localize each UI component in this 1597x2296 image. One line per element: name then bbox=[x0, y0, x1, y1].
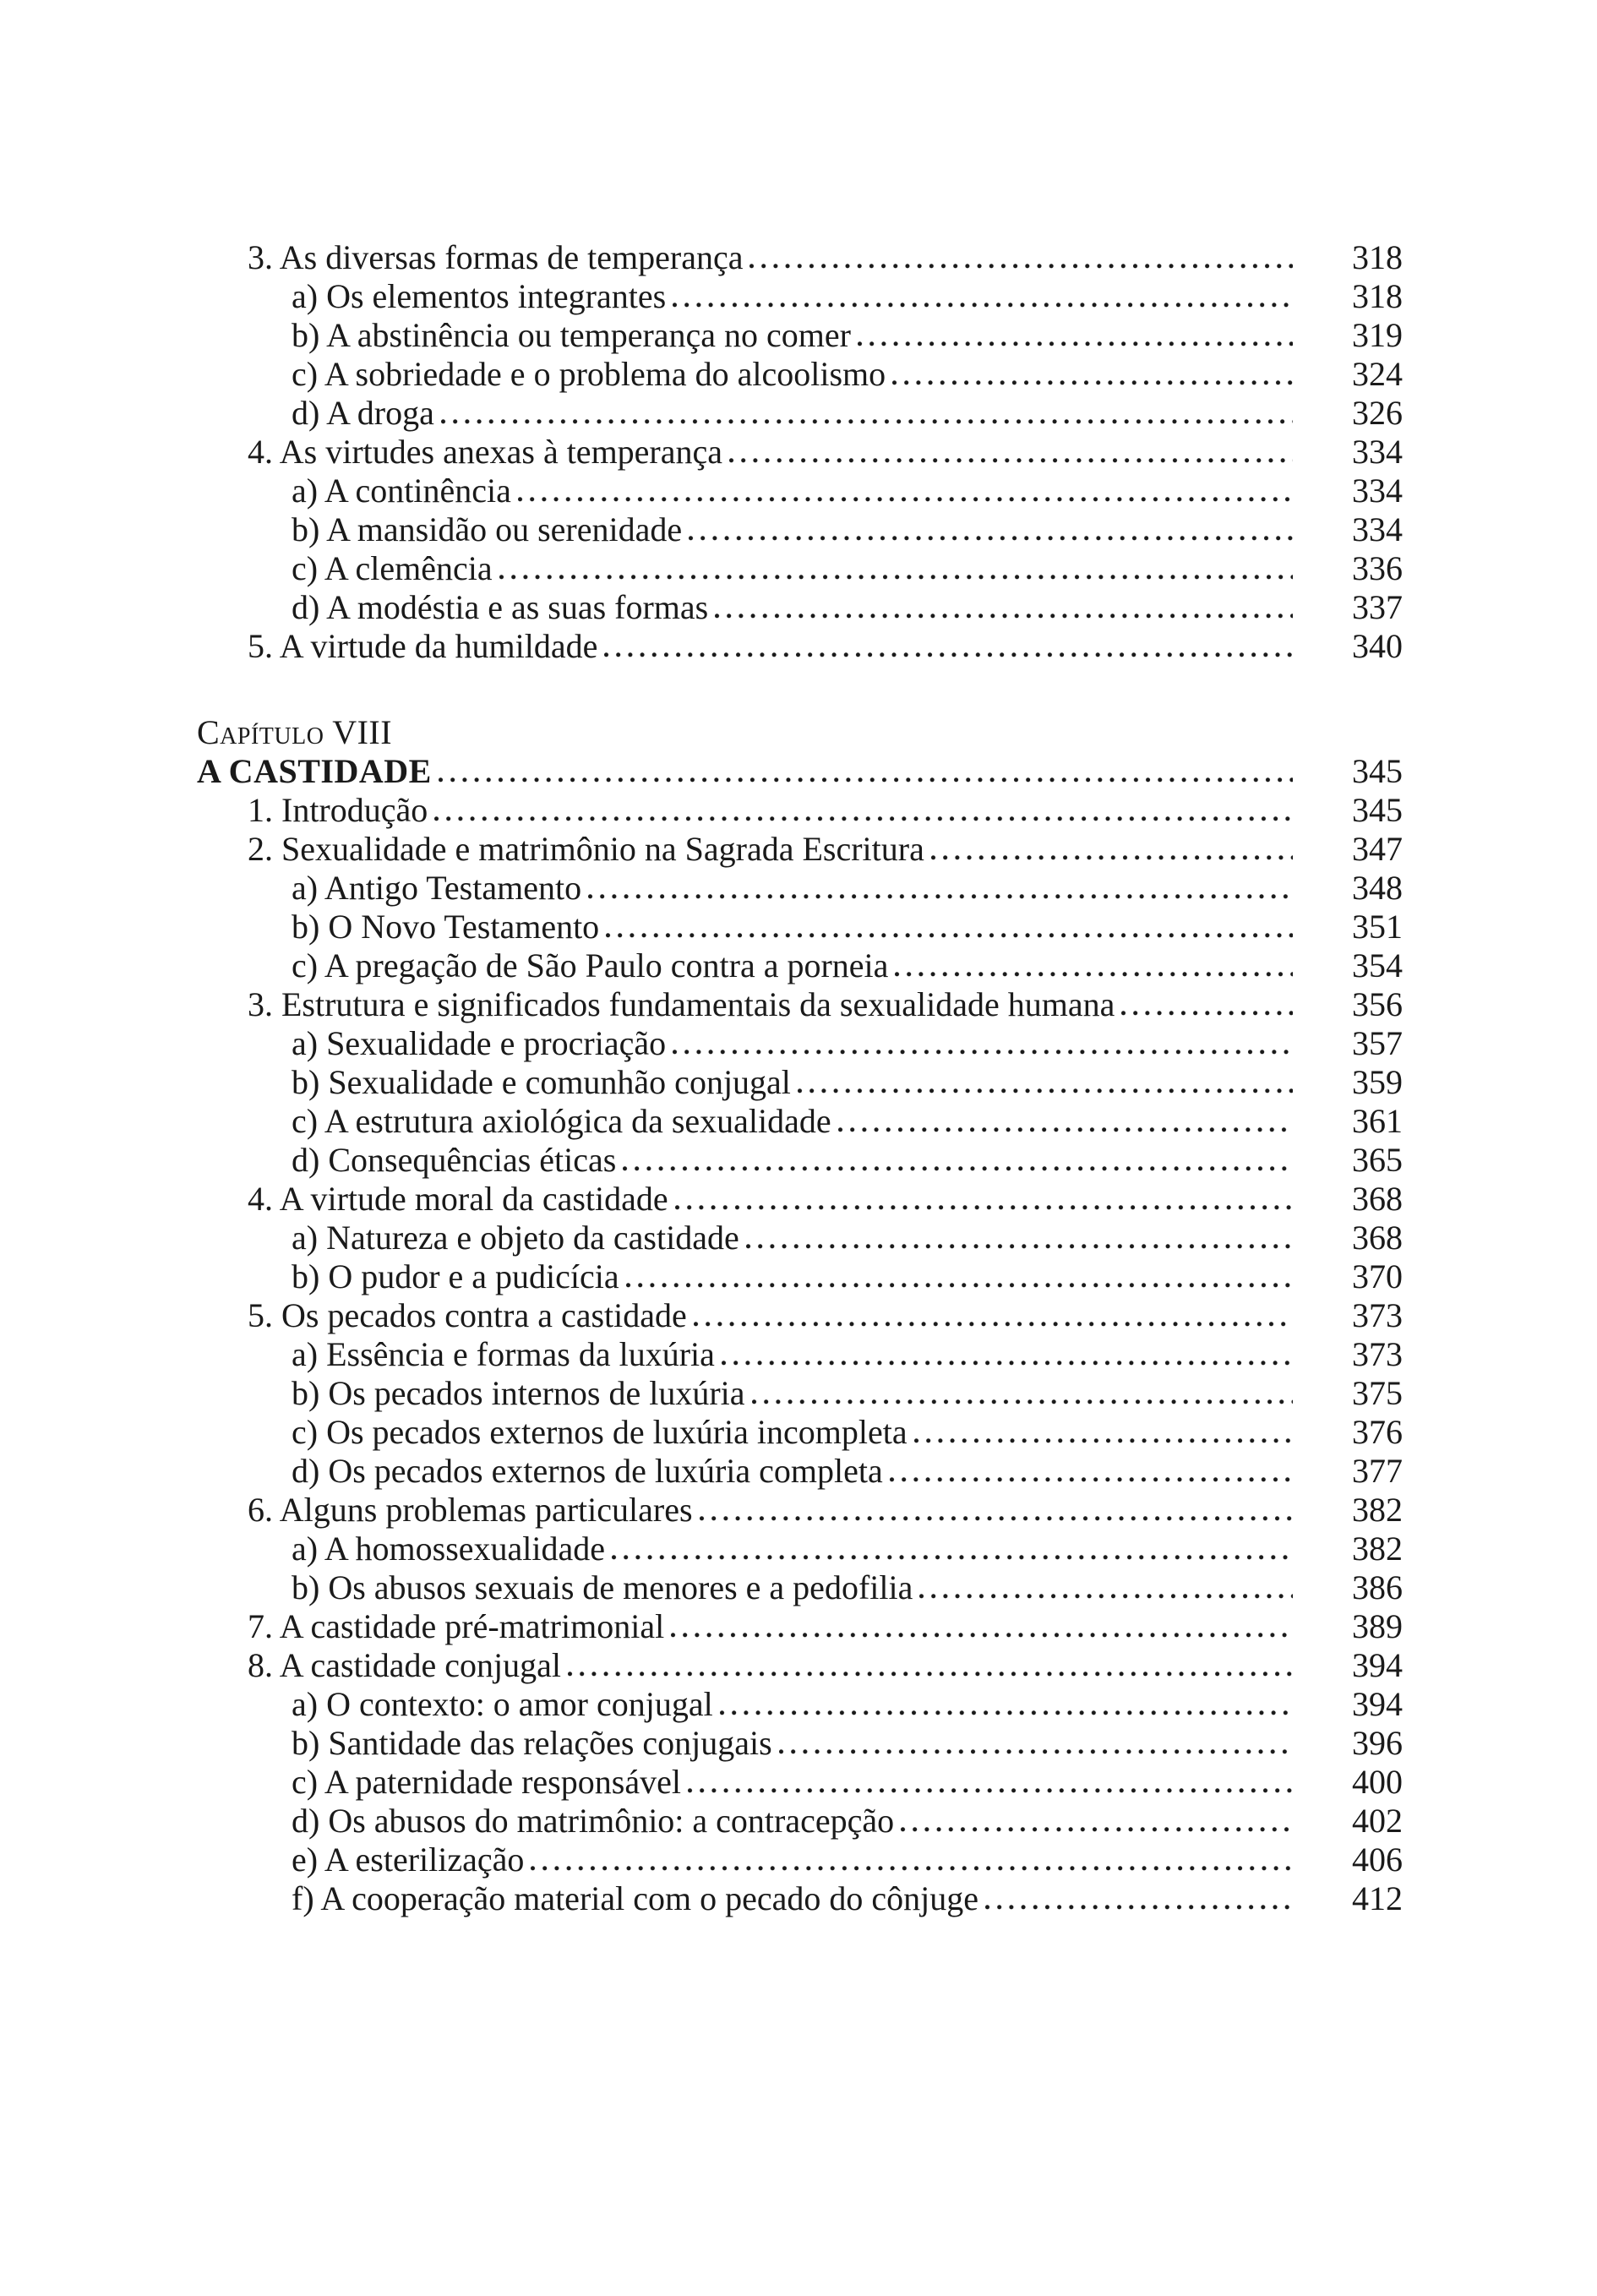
toc-entry-page: 318 bbox=[1352, 238, 1403, 276]
toc-entry bbox=[197, 1607, 1403, 1646]
toc-entry bbox=[197, 946, 1403, 985]
toc-entry-page: 336 bbox=[1352, 549, 1403, 587]
toc-entry-label: a) Antigo Testamento bbox=[292, 869, 582, 907]
toc-entry-label: 5. Os pecados contra a castidade bbox=[248, 1296, 687, 1334]
toc-entry-label: a) O contexto: o amor conjugal bbox=[292, 1685, 713, 1723]
pre-chapter-entries bbox=[197, 238, 1403, 666]
toc-entry-page: 406 bbox=[1352, 1841, 1403, 1879]
toc-entry-page: 345 bbox=[1352, 791, 1403, 829]
toc-entry bbox=[197, 1257, 1403, 1296]
toc-entry-label: c) A clemência bbox=[292, 549, 493, 587]
dot-leader bbox=[568, 1670, 1293, 1677]
dot-leader bbox=[689, 534, 1293, 541]
toc-entry bbox=[197, 277, 1403, 316]
toc-entry-label: c) Os pecados externos de luxúria incompleta bbox=[292, 1413, 908, 1451]
dot-leader bbox=[914, 1437, 1293, 1443]
toc-entry-label: b) A mansidão ou serenidade bbox=[292, 510, 683, 548]
toc-entry-page: 334 bbox=[1352, 510, 1403, 548]
dot-leader bbox=[1121, 1009, 1293, 1016]
toc-entry bbox=[197, 1763, 1403, 1802]
toc-entry-label: d) A modéstia e as suas formas bbox=[292, 588, 709, 626]
toc-entry-label: a) Os elementos integrantes bbox=[292, 277, 667, 315]
toc-entry bbox=[197, 355, 1403, 394]
toc-entry-page: 382 bbox=[1352, 1491, 1403, 1529]
dot-leader bbox=[623, 1164, 1293, 1171]
toc-entry bbox=[197, 1180, 1403, 1219]
toc-entry-page: 365 bbox=[1352, 1141, 1403, 1179]
toc-entry-label: f) A cooperação material com o pecado do cônjuge bbox=[292, 1879, 978, 1917]
dot-leader bbox=[700, 1514, 1293, 1521]
toc-entry-label: b) O pudor e a pudicícia bbox=[292, 1257, 619, 1295]
toc-entry-page: 357 bbox=[1352, 1024, 1403, 1062]
dot-leader bbox=[694, 1320, 1293, 1327]
toc-entry bbox=[197, 985, 1403, 1024]
dot-leader bbox=[531, 1864, 1293, 1871]
dot-leader bbox=[798, 1087, 1293, 1093]
dot-leader bbox=[499, 573, 1293, 580]
toc-entry bbox=[197, 1063, 1403, 1102]
toc-entry bbox=[197, 510, 1403, 549]
toc-entry-page: 354 bbox=[1352, 946, 1403, 984]
chapter-title: A CASTIDADE bbox=[197, 752, 432, 790]
toc-entry-page: 340 bbox=[1352, 627, 1403, 665]
dot-leader bbox=[722, 1359, 1293, 1366]
toc-entry-page: 359 bbox=[1352, 1063, 1403, 1101]
dot-leader bbox=[626, 1281, 1293, 1288]
toc-entry bbox=[197, 1413, 1403, 1452]
toc-entry bbox=[197, 1374, 1403, 1413]
toc-entry-label: b) Sexualidade e comunhão conjugal bbox=[292, 1063, 791, 1101]
dot-leader bbox=[895, 970, 1293, 977]
toc-entry-label: 2. Sexualidade e matrimônio na Sagrada Escritura bbox=[248, 830, 924, 868]
dot-leader bbox=[749, 262, 1293, 269]
toc-entry-label: d) A droga bbox=[292, 394, 434, 432]
toc-entry bbox=[197, 1335, 1403, 1374]
toc-entry-label: c) A estrutura axiológica da sexualidade bbox=[292, 1102, 831, 1140]
toc-entry-page: 375 bbox=[1352, 1374, 1403, 1412]
dot-leader bbox=[588, 892, 1293, 899]
dot-leader bbox=[675, 1203, 1293, 1210]
toc-entry bbox=[197, 1102, 1403, 1141]
dot-leader bbox=[931, 854, 1293, 860]
dot-leader bbox=[673, 1048, 1293, 1055]
dot-leader bbox=[746, 1242, 1293, 1249]
toc-entry-page: 396 bbox=[1352, 1724, 1403, 1762]
toc-entry bbox=[197, 869, 1403, 908]
toc-entry bbox=[197, 1296, 1403, 1335]
chapter-title-page: 345 bbox=[1352, 752, 1403, 790]
toc-entry bbox=[197, 1879, 1403, 1918]
toc-entry-label: d) Os pecados externos de luxúria completa bbox=[292, 1452, 883, 1490]
toc-entry-page: 370 bbox=[1352, 1257, 1403, 1295]
toc-entry bbox=[197, 238, 1403, 277]
toc-entry bbox=[197, 1724, 1403, 1763]
chapter-heading-row bbox=[197, 713, 1403, 752]
toc-entry-label: a) A homossexualidade bbox=[292, 1530, 606, 1568]
toc-entry-label: 1. Introdução bbox=[248, 791, 428, 829]
chapter-label: Capítulo VIII bbox=[197, 713, 393, 751]
toc-entry-label: b) O Novo Testamento bbox=[292, 908, 600, 946]
toc-entry-label: 4. As virtudes anexas à temperança bbox=[248, 433, 723, 471]
toc-entry-page: 377 bbox=[1352, 1452, 1403, 1490]
dot-leader bbox=[985, 1903, 1293, 1910]
toc-entry bbox=[197, 791, 1403, 830]
toc-entry-label: c) A sobriedade e o problema do alcoolismo bbox=[292, 355, 886, 393]
dot-leader bbox=[604, 651, 1293, 657]
toc-entry-label: a) Essência e formas da luxúria bbox=[292, 1335, 715, 1373]
table-of-contents bbox=[197, 238, 1403, 1918]
toc-entry-page: 334 bbox=[1352, 472, 1403, 510]
toc-entry-page: 334 bbox=[1352, 433, 1403, 471]
toc-entry bbox=[197, 1802, 1403, 1841]
toc-entry bbox=[197, 472, 1403, 510]
toc-entry-label: 5. A virtude da humildade bbox=[248, 627, 598, 665]
toc-entry bbox=[197, 830, 1403, 869]
dot-leader bbox=[441, 417, 1293, 424]
chapter-entries bbox=[197, 791, 1403, 1918]
toc-entry bbox=[197, 1685, 1403, 1724]
toc-entry bbox=[197, 1646, 1403, 1685]
toc-entry-page: 356 bbox=[1352, 985, 1403, 1023]
toc-entry-page: 386 bbox=[1352, 1568, 1403, 1606]
dot-leader bbox=[858, 340, 1293, 346]
toc-entry-page: 402 bbox=[1352, 1802, 1403, 1840]
toc-entry bbox=[197, 1530, 1403, 1568]
toc-entry bbox=[197, 1141, 1403, 1180]
toc-entry-page: 361 bbox=[1352, 1102, 1403, 1140]
toc-entry-page: 376 bbox=[1352, 1413, 1403, 1451]
toc-entry-page: 319 bbox=[1352, 316, 1403, 354]
dot-leader bbox=[720, 1709, 1293, 1715]
toc-entry-page: 394 bbox=[1352, 1685, 1403, 1723]
toc-entry-page: 373 bbox=[1352, 1296, 1403, 1334]
toc-entry bbox=[197, 1024, 1403, 1063]
chapter-block bbox=[197, 713, 1403, 1918]
toc-entry bbox=[197, 1491, 1403, 1530]
toc-entry-page: 412 bbox=[1352, 1879, 1403, 1917]
dot-leader bbox=[439, 776, 1293, 783]
toc-entry bbox=[197, 1568, 1403, 1607]
toc-entry-page: 347 bbox=[1352, 830, 1403, 868]
toc-entry-page: 368 bbox=[1352, 1180, 1403, 1218]
toc-entry-label: d) Os abusos do matrimônio: a contracepção bbox=[292, 1802, 895, 1840]
toc-entry-label: 3. Estrutura e significados fundamentais da sexualidade humana bbox=[248, 985, 1115, 1023]
toc-entry-page: 368 bbox=[1352, 1219, 1403, 1257]
toc-entry-page: 348 bbox=[1352, 869, 1403, 907]
toc-entry-page: 389 bbox=[1352, 1607, 1403, 1645]
toc-entry-page: 324 bbox=[1352, 355, 1403, 393]
toc-entry bbox=[197, 627, 1403, 666]
dot-leader bbox=[715, 612, 1293, 619]
toc-entry-label: b) Os abusos sexuais de menores e a pedofilia bbox=[292, 1568, 913, 1606]
dot-leader bbox=[729, 456, 1293, 463]
dot-leader bbox=[518, 495, 1293, 502]
toc-entry bbox=[197, 588, 1403, 627]
toc-entry-page: 394 bbox=[1352, 1646, 1403, 1684]
toc-entry-page: 373 bbox=[1352, 1335, 1403, 1373]
toc-entry-label: 4. A virtude moral da castidade bbox=[248, 1180, 668, 1218]
toc-entry-label: e) A esterilização bbox=[292, 1841, 525, 1879]
toc-entry-label: b) Os pecados internos de luxúria bbox=[292, 1374, 745, 1412]
dot-leader bbox=[688, 1786, 1293, 1793]
toc-entry bbox=[197, 1452, 1403, 1491]
toc-entry bbox=[197, 549, 1403, 588]
toc-entry-label: b) A abstinência ou temperança no comer bbox=[292, 316, 851, 354]
toc-entry-page: 337 bbox=[1352, 588, 1403, 626]
toc-entry-label: d) Consequências éticas bbox=[292, 1141, 617, 1179]
toc-entry-page: 351 bbox=[1352, 908, 1403, 946]
toc-entry-page: 400 bbox=[1352, 1763, 1403, 1801]
dot-leader bbox=[434, 815, 1293, 821]
toc-entry-page: 382 bbox=[1352, 1530, 1403, 1568]
toc-entry bbox=[197, 1841, 1403, 1879]
dot-leader bbox=[612, 1553, 1293, 1560]
toc-entry-label: 8. A castidade conjugal bbox=[248, 1646, 562, 1684]
dot-leader bbox=[673, 301, 1293, 308]
dot-leader bbox=[890, 1475, 1293, 1482]
dot-leader bbox=[671, 1631, 1293, 1638]
dot-leader bbox=[838, 1126, 1293, 1132]
toc-entry bbox=[197, 908, 1403, 946]
toc-entry-page: 326 bbox=[1352, 394, 1403, 432]
toc-entry-label: a) Sexualidade e procriação bbox=[292, 1024, 667, 1062]
dot-leader bbox=[779, 1748, 1293, 1754]
dot-leader bbox=[901, 1825, 1293, 1832]
dot-leader bbox=[892, 379, 1293, 385]
dot-leader bbox=[919, 1592, 1293, 1599]
toc-entry-label: 3. As diversas formas de temperança bbox=[248, 238, 744, 276]
toc-entry-label: 7. A castidade pré-matrimonial bbox=[248, 1607, 665, 1645]
toc-entry-page: 318 bbox=[1352, 277, 1403, 315]
toc-entry-label: a) Natureza e objeto da castidade bbox=[292, 1219, 739, 1257]
toc-entry bbox=[197, 316, 1403, 355]
toc-entry-label: a) A continência bbox=[292, 472, 511, 510]
toc-entry-label: b) Santidade das relações conjugais bbox=[292, 1724, 772, 1762]
dot-leader bbox=[752, 1398, 1293, 1404]
toc-entry bbox=[197, 433, 1403, 472]
toc-entry-label: c) A pregação de São Paulo contra a porneia bbox=[292, 946, 889, 984]
dot-leader bbox=[606, 931, 1293, 938]
toc-entry bbox=[197, 1219, 1403, 1257]
toc-entry bbox=[197, 394, 1403, 433]
chapter-title-row bbox=[197, 752, 1403, 791]
toc-entry-label: 6. Alguns problemas particulares bbox=[248, 1491, 693, 1529]
toc-entry-label: c) A paternidade responsável bbox=[292, 1763, 681, 1801]
